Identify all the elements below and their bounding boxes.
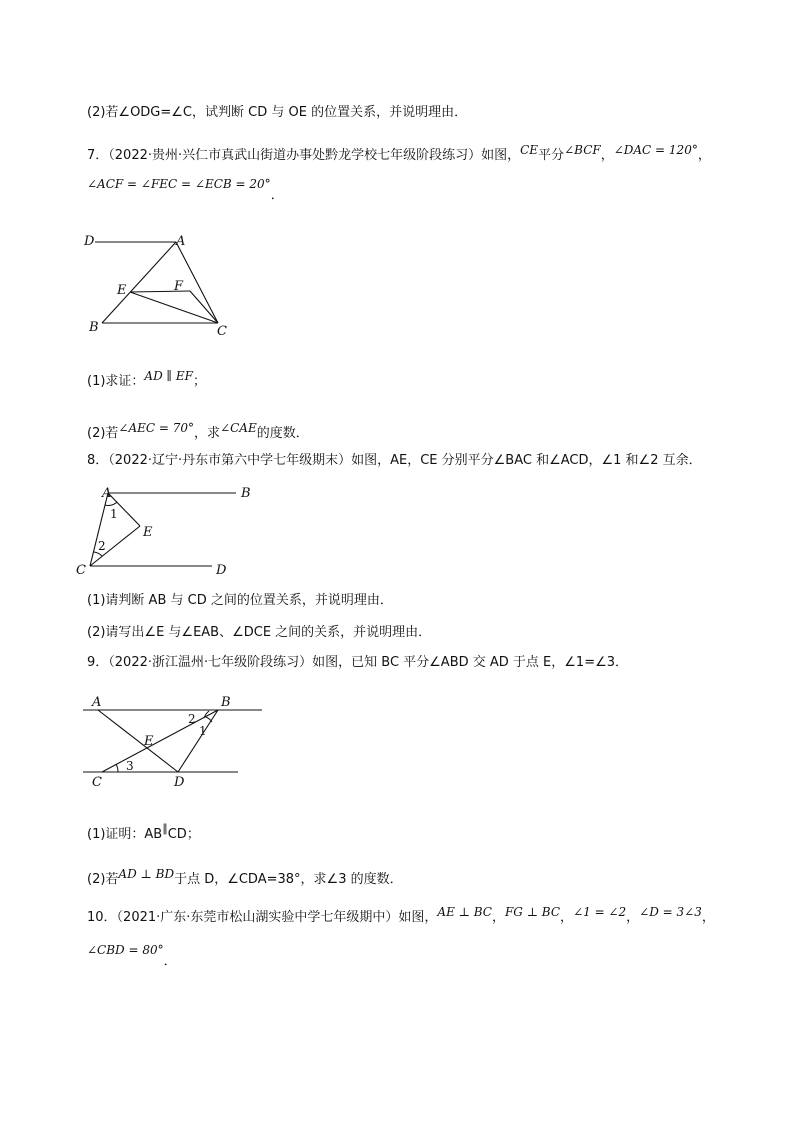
fig8-label-D: D <box>216 563 227 578</box>
comma: ， <box>491 910 505 925</box>
problem-7-line2 <box>87 177 284 203</box>
angle-1-eq-2: ∠1 = ∠2 <box>573 905 627 919</box>
q1-suffix: CD； <box>167 827 200 842</box>
period: ． <box>270 188 284 203</box>
q1-suffix: ； <box>192 374 206 389</box>
problem-7-intro <box>87 143 711 165</box>
fig7-label-F: F <box>174 279 184 294</box>
problem-8-q1: (1)请判断 AB 与 CD 之间的位置关系，并说明理由． <box>87 593 393 608</box>
fig9-label-A: A <box>92 695 102 710</box>
parallel-symbol: ∥ <box>162 822 168 835</box>
problem-10-line2 <box>87 943 177 969</box>
period: ． <box>163 954 177 969</box>
fig9-label-D: D <box>174 775 185 790</box>
comma: ， <box>560 910 574 925</box>
fig8-label-C: C <box>76 563 86 578</box>
fig7-label-E: E <box>117 283 127 298</box>
problem-7-bisect: 平分 <box>538 148 565 163</box>
fig8-angle-2: 2 <box>98 539 106 553</box>
fig7-label-D: D <box>84 234 95 249</box>
figure-8 <box>72 482 272 578</box>
fig7-label-B: B <box>89 320 99 335</box>
problem-7-dac: ∠DAC = 120° <box>613 143 698 157</box>
q2-mid: ，求 <box>194 426 221 441</box>
problem-9-q1 <box>87 822 200 844</box>
problem-10-intro <box>87 905 715 927</box>
q2-suffix: 于点 D，∠CDA=38°，求∠3 的度数． <box>174 872 403 887</box>
problem-8-intro: 8．（2022·辽宁·丹东市第六中学七年级期末）如图，AE，CE 分别平分∠BAC 和∠ACD，∠1 和∠2 互余． <box>87 453 702 468</box>
q2-suffix: 的度数． <box>256 426 309 441</box>
problem-7-q2 <box>87 421 309 443</box>
figure-7 <box>80 228 250 343</box>
comma: ， <box>701 910 715 925</box>
figure-9 <box>78 692 278 792</box>
fig7-label-C: C <box>217 324 227 339</box>
comma: ， <box>626 910 640 925</box>
comma: ， <box>697 148 711 163</box>
fg-perp-bc: FG ⊥ BC <box>504 905 561 919</box>
problem-7-source: 7．（2022·贵州·兴仁市真武山街道办事处黔龙学校七年级阶段练习）如图， <box>87 148 521 163</box>
problem-9-intro: 9．（2022·浙江温州·七年级阶段练习）如图，已知 BC 平分∠ABD 交 AD 于点 E，∠1=∠3． <box>87 655 629 670</box>
problem-10-source: 10．（2021·广东·东莞市松山湖实验中学七年级期中）如图， <box>87 910 438 925</box>
problem-7-bcf: ∠BCF <box>564 143 601 157</box>
angle-d-eq: ∠D = 3∠3 <box>639 905 702 919</box>
problem-9-q2 <box>87 867 403 889</box>
problem-7-ce: CE <box>520 143 539 157</box>
fig9-label-C: C <box>92 775 102 790</box>
fig9-angle-1: 1 <box>199 724 207 738</box>
fig8-label-B: B <box>241 486 251 501</box>
fig7-label-A: A <box>176 234 186 249</box>
problem-7-angles: ∠ACF = ∠FEC = ∠ECB = 20° <box>87 177 271 191</box>
q1-prefix: (1)求证： <box>87 374 145 389</box>
prev-question-2: (2)若∠ODG=∠C，试判断 CD 与 OE 的位置关系，并说明理由． <box>87 105 468 120</box>
q2-math: ∠AEC = 70° <box>118 421 195 435</box>
fig9-angle-2: 2 <box>188 712 196 726</box>
angle-cbd: ∠CBD = 80° <box>87 943 164 957</box>
fig8-label-A: A <box>102 486 112 501</box>
fig9-label-E: E <box>144 734 154 749</box>
comma: ， <box>600 148 614 163</box>
fig8-label-E: E <box>143 525 153 540</box>
q1-prefix: (1)证明：AB <box>87 827 163 842</box>
problem-8-q2: (2)请写出∠E 与∠EAB、∠DCE 之间的关系，并说明理由． <box>87 625 432 640</box>
q1-math: AD ∥ EF <box>144 369 193 383</box>
fig9-angle-3: 3 <box>126 759 134 773</box>
q2-prefix: (2)若 <box>87 426 119 441</box>
ae-perp-bc: AE ⊥ BC <box>437 905 492 919</box>
q2-math2: ∠CAE <box>220 421 257 435</box>
q2-prefix: (2)若 <box>87 872 119 887</box>
fig9-label-B: B <box>221 695 231 710</box>
q2-math: AD ⊥ BD <box>118 867 175 881</box>
problem-7-q1 <box>87 369 206 391</box>
fig8-angle-1: 1 <box>110 507 118 521</box>
